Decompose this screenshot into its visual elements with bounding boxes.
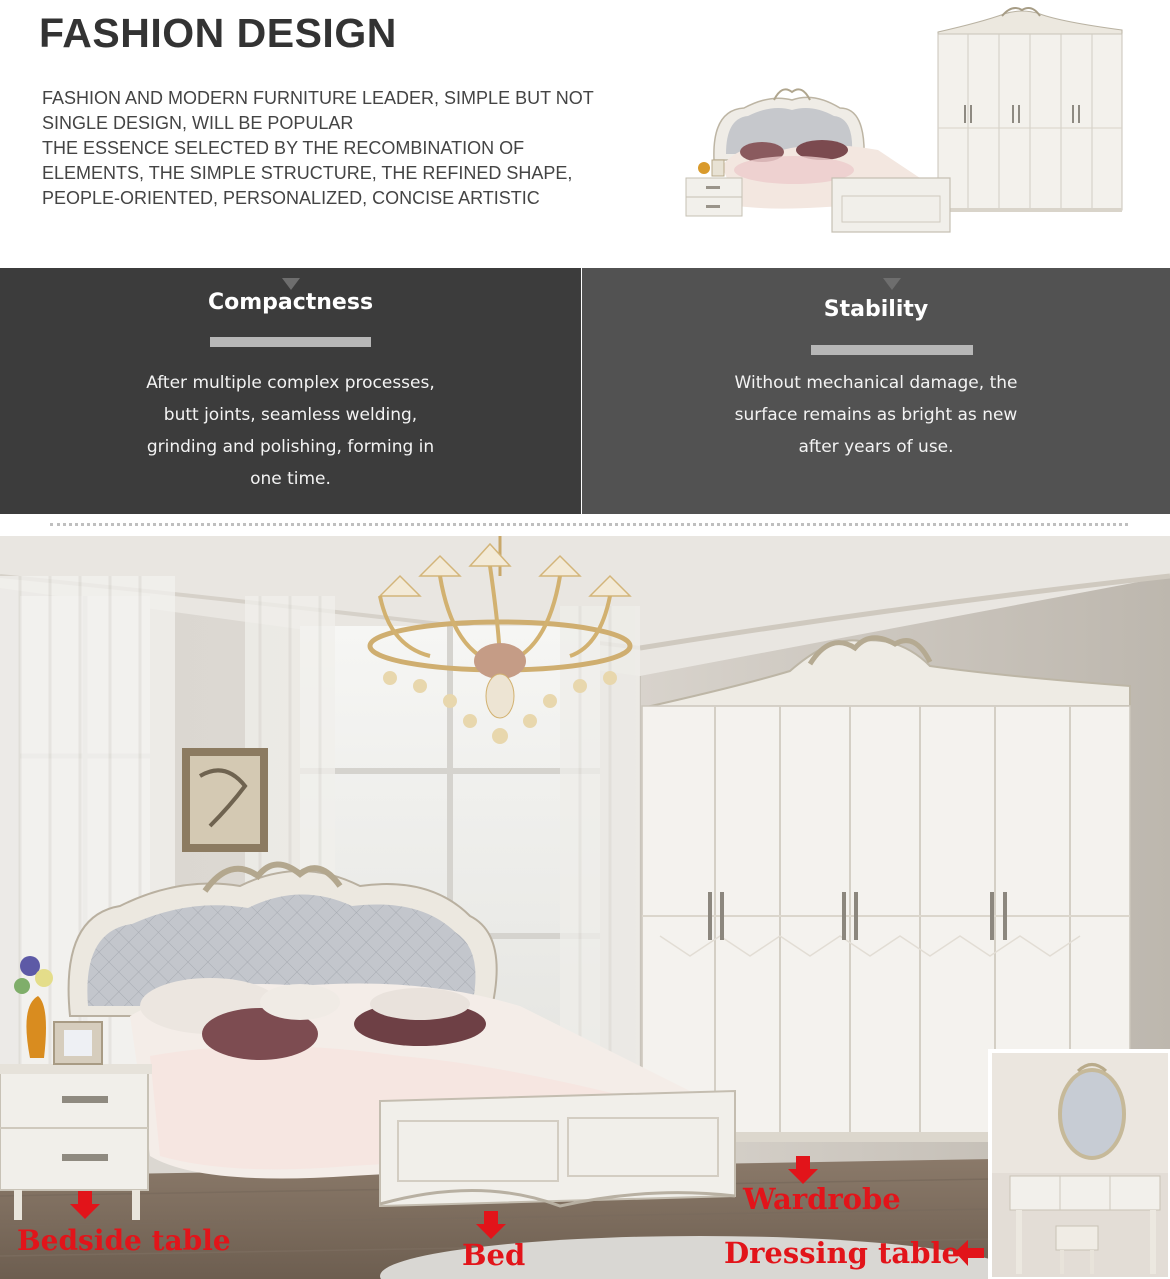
feature-line: grinding and polishing, forming in — [146, 437, 435, 457]
page-title: FASHION DESIGN — [39, 10, 397, 56]
intro-line: PEOPLE-ORIENTED, PERSONALIZED, CONCISE ARTISTIC — [42, 188, 540, 208]
feature-line: after years of use. — [798, 437, 954, 457]
feature-band — [0, 268, 1170, 514]
feature-line: butt joints, seamless welding, — [163, 405, 418, 425]
feature-title: Compactness — [207, 290, 374, 315]
feature-description — [0, 367, 581, 495]
feature-card-compactness — [0, 268, 581, 514]
thumb-bed — [714, 89, 950, 232]
intro-line: SINGLE DESIGN, WILL BE POPULAR — [42, 113, 354, 133]
bedroom-photo — [0, 536, 1170, 1279]
feature-card-stability — [582, 268, 1170, 514]
label-bedside-table: Bedside table — [17, 1224, 231, 1257]
label-bed: Bed — [462, 1238, 526, 1272]
bedroom-scene — [0, 536, 1170, 1279]
bedroom-set-thumbnail — [682, 0, 1132, 250]
thumb-wardrobe — [938, 8, 1122, 212]
label-wardrobe: Wardrobe — [743, 1182, 901, 1216]
feature-line: Without mechanical damage, the — [734, 373, 1018, 393]
feature-description — [582, 367, 1170, 463]
intro-text — [42, 86, 662, 211]
feature-line: After multiple complex processes, — [146, 373, 435, 393]
wall-picture — [182, 748, 268, 852]
feature-divider — [811, 345, 973, 355]
feature-divider — [210, 337, 371, 347]
intro-line: ELEMENTS, THE SIMPLE STRUCTURE, THE REFINED SHAPE, — [42, 163, 573, 183]
section-divider — [50, 523, 1128, 526]
down-triangle-icon — [883, 278, 901, 290]
feature-title: Stability — [823, 297, 929, 322]
intro-line: THE ESSENCE SELECTED BY THE RECOMBINATION OF — [42, 138, 525, 158]
dressing-table-inset — [990, 1051, 1170, 1279]
feature-line: surface remains as bright as new — [734, 405, 1018, 425]
feature-line: one time. — [250, 469, 331, 489]
down-triangle-icon — [282, 278, 300, 290]
intro-line: FASHION AND MODERN FURNITURE LEADER, SIMPLE BUT NOT — [42, 88, 594, 108]
label-dressing-table: Dressing table — [724, 1236, 960, 1270]
intro-section — [0, 0, 1170, 268]
